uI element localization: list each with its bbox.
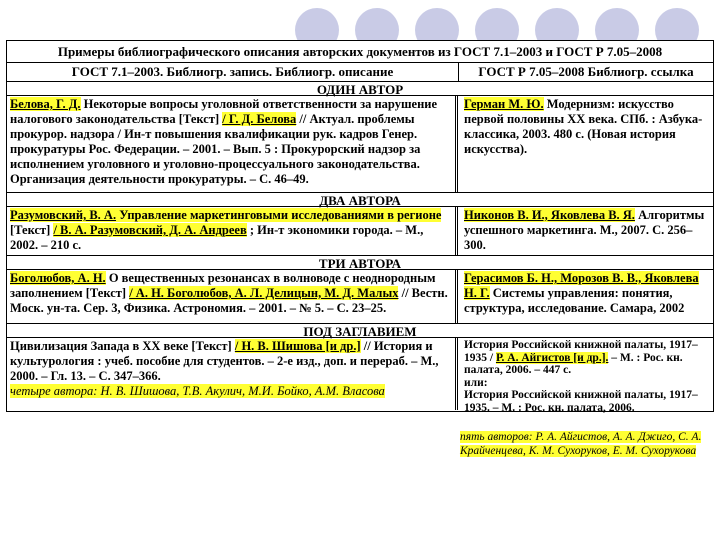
cell-left-one-author (7, 96, 458, 192)
entry-text (464, 271, 710, 316)
examples-table (6, 40, 714, 412)
author-highlight: Герасимов Б. Н., Морозов В. В., Яковлева Н. Г. (464, 271, 699, 300)
entry-body: История Российской книжной палаты, 1917–1935 / (464, 339, 698, 364)
entry-body: // Вестн. Моск. ун-та. Сер. 3, Физика. Астрономия. – 2001. – № 5. – С. 23–25. (10, 286, 448, 315)
section-row-one-author (7, 96, 713, 192)
author-highlight: Боголюбов, А. Н. (10, 271, 106, 285)
author-highlight: Никонов В. И., Яковлева В. Я. (464, 208, 635, 222)
cell-right-three-authors (461, 270, 713, 323)
entry-body: Цивилизация Запада в XX веке [Текст] (10, 339, 235, 353)
authors-note-right-text: пять авторов: Р. А. Айгистов, А. А. Джиго, С. А. Крайченцева, К. М. Сухоруков, Е. М. Сухорукова (460, 431, 702, 457)
section-header-two-authors: ДВА АВТОРА (7, 192, 713, 207)
column-headers (7, 62, 713, 82)
entry-text (464, 208, 710, 253)
entry-body: Алгоритмы успешного маркетинга. М., 2007. С. 256–300. (464, 208, 705, 252)
authors-note-text: четыре автора: Н. В. Шишова, Т.В. Акулич, М.И. Бойко, А.М. Власова (10, 384, 385, 398)
author-highlight: Герман М. Ю. (464, 97, 544, 111)
entry-body: ; Ин-т экономики города. – М., 2002. – 210 с. (10, 223, 424, 252)
cell-left-by-title (7, 338, 458, 410)
section-row-three-authors (7, 270, 713, 323)
entry-text (10, 97, 452, 187)
author-highlight: / А. Н. Боголюбов, А. Л. Делицын, М. Д. Малых (129, 286, 399, 300)
entry-body: Модернизм: искусство первой половины XX века. СПб. : Азбука-классика, 2003. 480 с. (Новая история искусства). (464, 97, 703, 156)
author-highlight: Р. А. Айгистов [и др.]. (495, 351, 609, 364)
entry-body: Некоторые вопросы уголовной ответственности за нарушение налогового законодательства [Текст] (10, 97, 438, 126)
section-header-by-title: ПОД ЗАГЛАВИЕМ (7, 323, 713, 338)
authors-note-right (460, 430, 714, 458)
authors-note (10, 384, 452, 399)
alt-label: или: (464, 376, 488, 389)
entry-text (10, 208, 452, 253)
entry-body: Системы управления: понятия, структура, исследование. Самара, 2002 (464, 286, 685, 315)
column-header-left: ГОСТ 7.1–2003. Библиогр. запись. Библиогр. описание (7, 62, 459, 81)
cell-left-three-authors (7, 270, 458, 323)
section-header-three-authors: ТРИ АВТОРА (7, 255, 713, 270)
entry-text-alt: История Российской книжной палаты, 1917–1935. – М. : Рос. кн. палата, 2006. (464, 389, 698, 414)
entry-body: // Актуал. проблемы прокурор. надзора / Ин-т повышения квалификации рук. кадров Генер. прокуратуры Рос. Федерации. – 2001. – Вып. 5 : Прокурорский надзор за исполнением уголовного и уголовно-процессуального законодательства. Организация деятельности прокуратуры. – С. 46–49. (10, 112, 421, 186)
author-highlight: / Г. Д. Белова (222, 112, 297, 126)
table-title: Примеры библиографического описания авторских документов из ГОСТ 7.1–2003 и ГОСТ Р 7.05–2008 (7, 41, 713, 63)
entry-text (10, 339, 452, 384)
cell-right-one-author (461, 96, 713, 192)
entry-text (464, 97, 710, 157)
entry-text (10, 271, 452, 316)
author-highlight: Разумовский, В. А. (10, 208, 117, 222)
authors-note-right-wrap (460, 430, 714, 458)
entry-text (464, 339, 710, 377)
cell-right-two-authors (461, 207, 713, 255)
entry-body-highlight: Управление маркетинговыми исследованиями в регионе (116, 208, 442, 222)
section-row-two-authors (7, 207, 713, 255)
column-header-right: ГОСТ Р 7.05–2008 Библиогр. ссылка (478, 64, 694, 79)
entry-body: [Текст] (10, 223, 54, 237)
cell-left-two-authors (7, 207, 458, 255)
entry-body: – М. : Рос. кн. палата, 2006. – 447 с. (464, 351, 683, 376)
document-sheet (3, 40, 717, 420)
author-highlight: / Н. В. Шишова [и др.] (234, 339, 361, 353)
cell-right-by-title (461, 338, 713, 414)
entry-body: // История и культурология : учеб. пособие для студентов. – 2-е изд., доп. и перераб. – М., 2000. – Гл. 13. – С. 347–366. (10, 339, 439, 383)
section-row-by-title (7, 338, 713, 414)
entry-body: О вещественных резонансах в волноводе с неоднородным заполнением [Текст] (10, 271, 436, 300)
author-highlight: / В. А. Разумовский, Д. А. Андреев (53, 223, 247, 237)
author-highlight: Белова, Г. Д. (10, 97, 81, 111)
section-header-one-author: ОДИН АВТОР (7, 81, 713, 96)
